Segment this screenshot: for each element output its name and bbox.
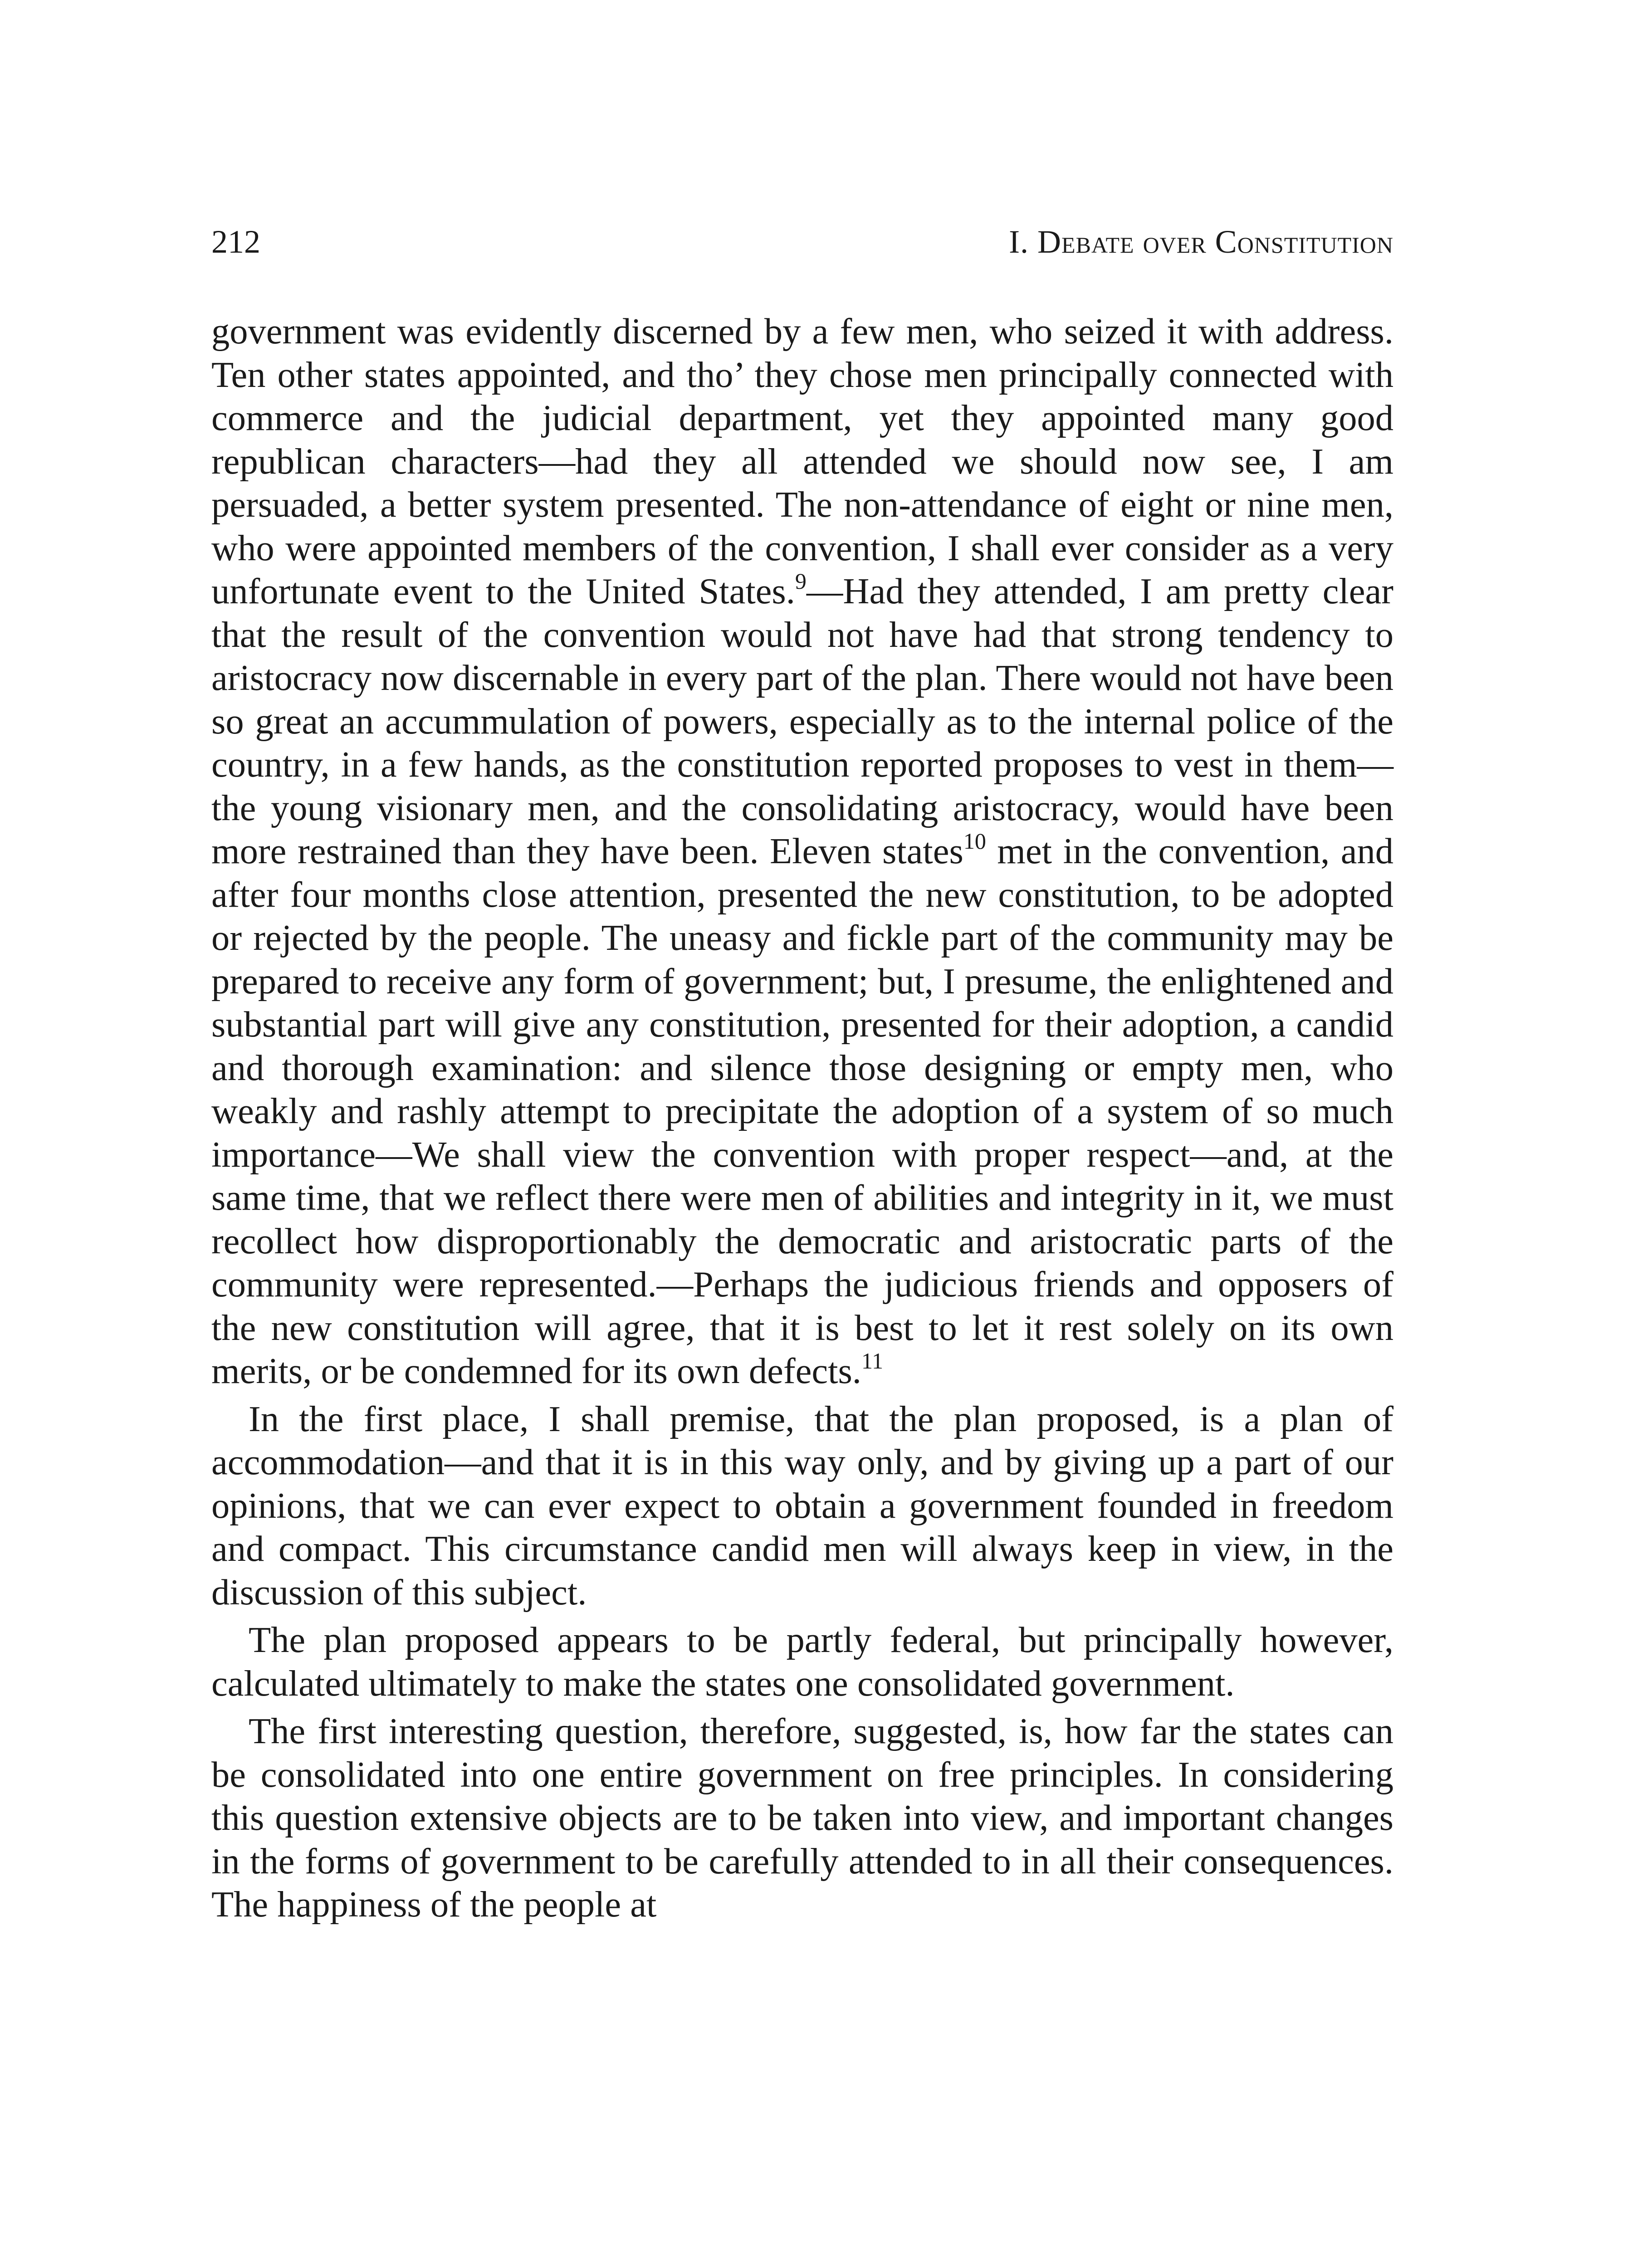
paragraph-4: The first interesting question, therefore, suggested, is, how far the states can be consolidated into one entire government on free principles. In considering this question extensive objects are to be taken into view, and important changes in the forms of government to be carefully attended to in all their consequences. The happiness of the people at xyxy=(211,1711,1393,1925)
page-number: 212 xyxy=(211,224,260,260)
footnote-marker-11: 11 xyxy=(861,1348,884,1374)
running-head xyxy=(211,221,1393,262)
body-text xyxy=(211,310,1393,1926)
footnote-marker-10: 10 xyxy=(963,828,986,854)
section-title: I. Debate over Constitution xyxy=(1009,224,1393,260)
paragraph-1-segment-1: government was evidently discerned by a few men, who seized it with address. Ten other states appointed, and tho’ they chose men principally connected with commerce and the judicial department, yet they appointed many good republican characters—had they all attended we should now see, I am persuaded, a better system presented. The non-attendance of eight or nine men, who were appointed members of the convention, I shall ever consider as a very unfortunate event to the United States. xyxy=(211,311,1393,611)
paragraph-1-segment-3: met in the convention, and after four months close attention, presented the new constitution, to be adopted or rejected by the people. The uneasy and fickle part of the community may be prepared to receive any form of government; but, I presume, the enlightened and substantial part will give any constitution, presented for their adoption, a candid and thorough examination: and silence those designing or empty men, who weakly and rashly attempt to precipitate the adoption of a system of so much importance—We shall view the convention with proper respect—and, at the same time, that we reflect there were men of abilities and integrity in it, we must recollect how disproportionably the democratic and aristocratic parts of the community were represented.—Perhaps the judicious friends and opposers of the new constitution will agree, that it is best to let it rest solely on its own merits, or be condemned for its own defects. xyxy=(211,831,1394,1391)
footnote-marker-9: 9 xyxy=(795,568,807,594)
paragraph-2: In the first place, I shall premise, that the plan proposed, is a plan of accommodation—and that it is in this way only, and by giving up a part of our opinions, that we can ever expect to obtain a government founded in freedom and compact. This circumstance candid men will always keep in view, in the discussion of this subject. xyxy=(211,1398,1393,1613)
paragraph-1-segment-2: —Had they attended, I am pretty clear that the result of the convention would not have had that strong tendency to aristocracy now discernable in every part of the plan. There would not have been so great an accummulation of powers, especially as to the internal police of the country, in a few hands, as the constitution reported proposes to vest in them—the young visionary men, and the consolidating aristocracy, would have been more restrained than they have been. Eleven states xyxy=(211,571,1393,871)
paragraph-3: The plan proposed appears to be partly federal, but principally however, calculated ultimately to make the states one consolidated government. xyxy=(211,1620,1393,1704)
paragraph-1 xyxy=(211,310,1393,1393)
